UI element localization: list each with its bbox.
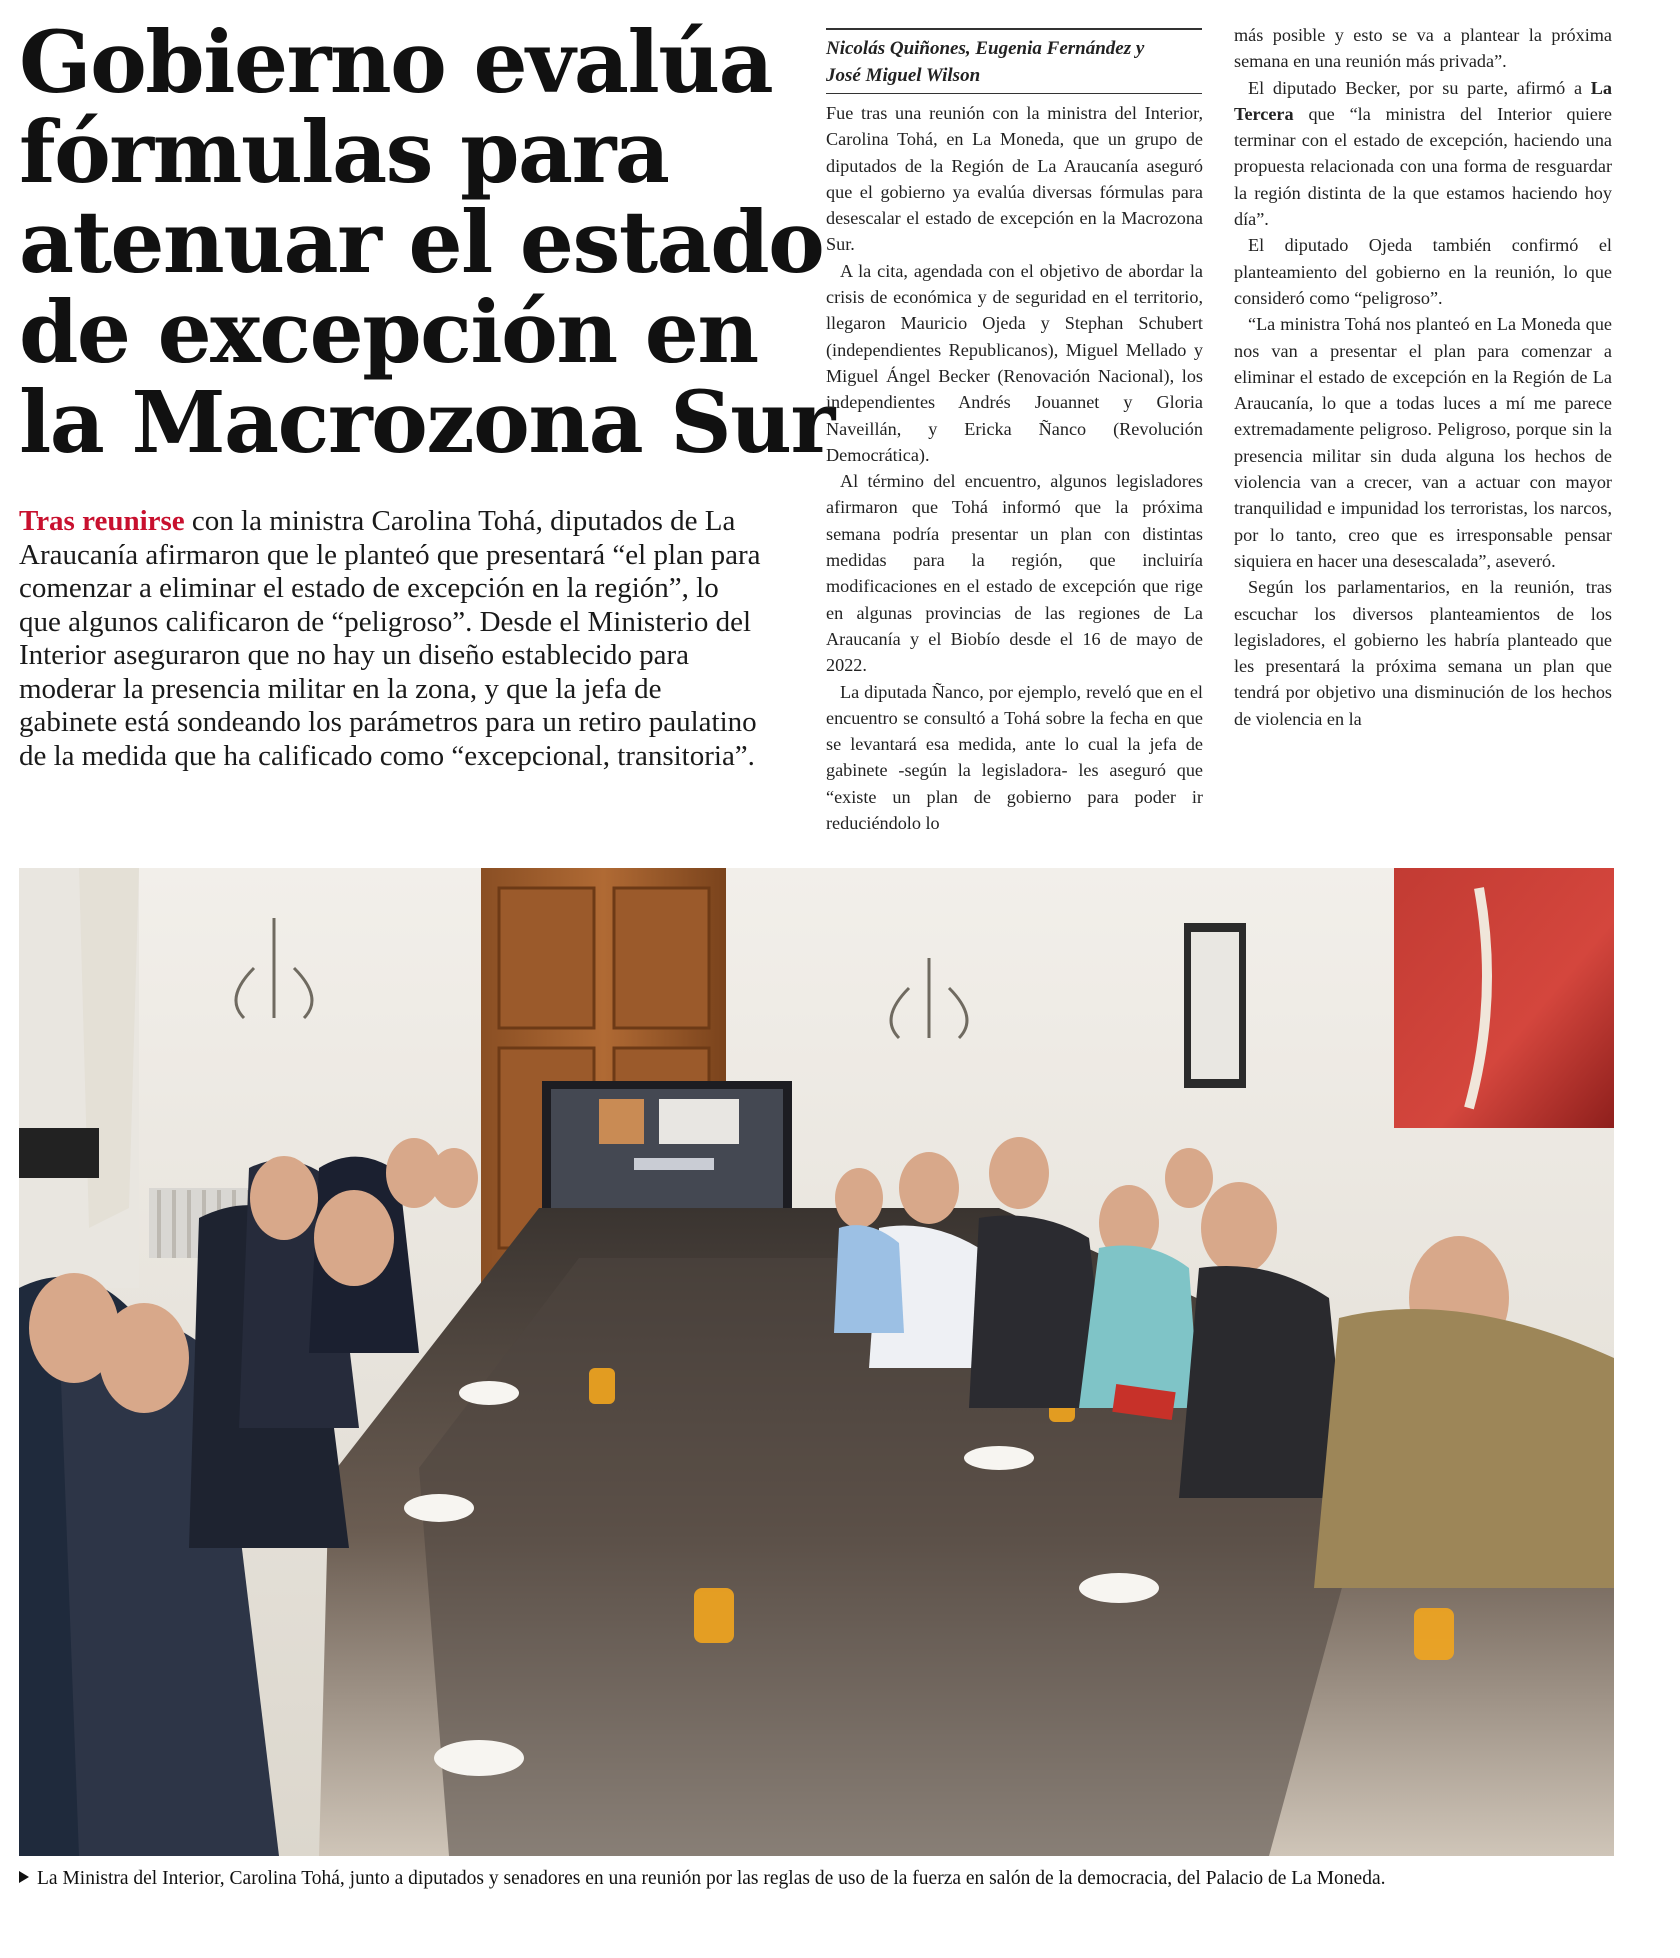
body-column-1 [826,100,1203,840]
headline [19,13,834,473]
body-paragraph: A la cita, agendada con el objetivo de abordar la crisis de económica y de seguridad en el territorio, llegaron Mauricio Ojeda y Stephan Schubert (independientes Republicanos), Miguel Mellado y Miguel Ángel Becker (Renovación Nacional), los independientes Andrés Jouannet y Gloria Naveillán, y Ericka Ñanco (Revolución Democrática). [826,260,1203,465]
body-paragraph: “La ministra Tohá nos planteó en La Moneda que nos van a presentar el plan para comenzar a eliminar el estado de excepción en la Región de La Araucanía, lo que a todas luces a mí me parece extremadamente peligroso. Peligroso, porque sin la presencia militar sin duda alguna los hechos de violencia van a crecer, van a actuar con mayor tranquilidad e impunidad los terroristas, los narcos, por lo tanto, creo que es irresponsable pensar siquiera en hacer una desescalada”, aseveró. [1234,314,1612,571]
headline-line: atenuar el estado [19,193,824,293]
meeting-photo-illustration [19,868,1614,1856]
body-paragraph: El diputado Ojeda también confirmó el planteamiento del gobierno en la reunión, lo que consideró como “peligroso”. [1234,235,1612,308]
byline [826,28,1202,94]
body-paragraph [1234,75,1612,233]
newspaper-name: La Tercera [1234,77,1612,124]
headline-line: fórmulas para [19,103,669,203]
headline-line: Gobierno evalúa [19,13,773,113]
lead-paragraph [19,505,764,773]
body-text: El diputado Becker, por su parte, afirmó a [1248,77,1591,98]
caption-text: La Ministra del Interior, Carolina Tohá, junto a diputados y senadores en una reunión por las reglas de uso de la fuerza en salón de la democracia, del Palacio de La Moneda. [37,1868,1386,1889]
caption-arrow-icon [19,1871,29,1883]
byline-authors: Nicolás Quiñones, Eugenia Fernández y [826,38,1145,59]
body-text: que “la ministra del Interior quiere terminar con el estado de excepción, haciendo una propuesta relacionada con una forma de resguardar la región distinta de la que estamos haciendo hoy día”. [1234,103,1612,230]
headline-line: de excepción en [19,283,758,383]
body-paragraph: La diputada Ñanco, por ejemplo, reveló que en el encuentro se consultó a Tohá sobre la fecha en que se levantará esa medida, ante lo cual la jefa de gabinete -según la legisladora- les aseguró que “existe un plan de gobierno para poder ir reduciéndolo lo [826,681,1203,834]
meeting-photo [19,868,1614,1856]
lead-kicker: Tras reunirse [19,505,185,537]
photo-caption [19,1866,1619,1892]
body-paragraph: Fue tras una reunión con la ministra del Interior, Carolina Tohá, en La Moneda, que un grupo de diputados de la Región de La Araucanía aseguró que el gobierno ya evalúa diversas fórmulas para desescalar el estado de excepción en la Macrozona Sur. [826,103,1203,255]
lead-text: con la ministra Carolina Tohá, diputados de La Araucanía afirmaron que le planteó que presentará “el plan para comenzar a eliminar el estado de excepción en la región”, lo que algunos calificaron de “peligroso”. Desde el Ministerio del Interior aseguraron que no hay un diseño establecido para moderar la presencia militar en la zona, y que la jefa de gabinete está sondeando los parámetros para un retiro paulatino de la medida que ha calificado como “excepcional, transitoria”. [19,505,761,772]
body-paragraph: más posible y esto se va a plantear la próxima semana en una reunión más privada”. [1234,25,1612,72]
byline-authors-cont: José Miguel Wilson [826,65,981,86]
body-column-2 [1234,22,1612,784]
body-paragraph: Al término del encuentro, algunos legisladores afirmaron que Tohá informó que la próxima semana podría presentar un plan con distintas medidas para la región, que incluiría modificaciones en el estado de excepción que rige en algunas provincias de las regiones de La Araucanía y el Biobío desde el 16 de mayo de 2022. [826,471,1203,676]
body-paragraph: Según los parlamentarios, en la reunión, tras escuchar los diversos planteamientos de los legisladores, el gobierno les habría planteado que les presentará la próxima semana un plan que tendrá por objetivo una disminución de los hechos de violencia en la [1234,577,1612,729]
headline-line: la Macrozona Sur [19,373,834,473]
